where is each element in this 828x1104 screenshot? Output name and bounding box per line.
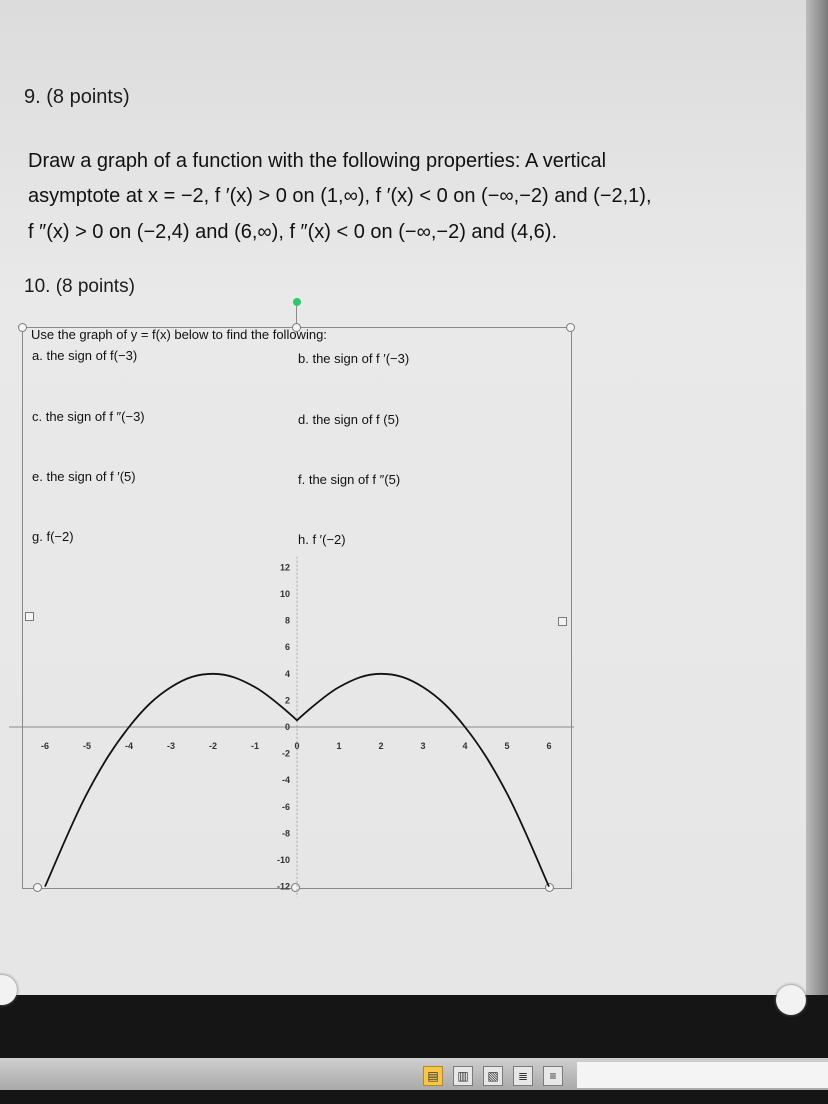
print-layout-view-icon[interactable]: ▤ — [423, 1066, 443, 1086]
item-h: h. f ′(−2) — [298, 532, 346, 547]
selection-handle-right[interactable] — [776, 985, 806, 1015]
y-tick-label: 6 — [284, 642, 290, 653]
y-tick-label: -2 — [281, 748, 290, 759]
y-tick-label: 0 — [284, 722, 290, 732]
x-tick-label: 1 — [336, 741, 342, 751]
y-tick-label: -10 — [276, 855, 290, 865]
y-tick-label: 10 — [279, 589, 290, 599]
y-tick-label: 8 — [284, 615, 290, 626]
item-d: d. the sign of f (5) — [298, 412, 400, 427]
y-tick-label: 12 — [279, 562, 290, 573]
x-tick-label: -5 — [82, 741, 92, 751]
q9-line-3: f ″(x) > 0 on (−2,4) and (6,∞), f ″(x) < 0 on (−∞,−2) and (4,6). — [28, 221, 558, 243]
zoom-area — [577, 1062, 828, 1088]
q10-intro: Use the graph of y = f(x) below to find the following: — [31, 327, 327, 342]
q9-line-1: Draw a graph of a function with the following properties: A vertical — [28, 150, 607, 172]
question-10-heading: 10. (8 points) — [24, 276, 135, 297]
x-tick-label: 2 — [378, 741, 384, 751]
question-9-heading: 9. (8 points) — [24, 86, 130, 108]
item-g: g. f(−2) — [32, 529, 74, 544]
item-a: a. the sign of f(−3) — [32, 348, 138, 363]
item-f: f. the sign of f ″(5) — [298, 472, 401, 487]
x-tick-label: -4 — [124, 741, 134, 751]
y-tick-label: -8 — [281, 828, 290, 839]
x-tick-label: 4 — [462, 741, 468, 751]
draft-view-icon[interactable]: ≡ — [543, 1066, 563, 1086]
outline-view-icon[interactable]: ≣ — [513, 1066, 533, 1086]
item-e: e. the sign of f ′(5) — [32, 469, 136, 484]
x-tick-label: 5 — [504, 741, 510, 751]
y-tick-label: -6 — [281, 801, 290, 812]
y-tick-label: -4 — [281, 775, 290, 786]
x-tick-label: -6 — [40, 741, 50, 751]
q9-line-2: asymptote at x = −2, f ′(x) > 0 on (1,∞), f ′(x) < 0 on (−∞,−2) and (−2,1), — [28, 185, 652, 207]
y-tick-label: -12 — [276, 881, 290, 892]
item-c: c. the sign of f ″(−3) — [32, 409, 145, 424]
x-tick-label: -2 — [208, 741, 218, 751]
x-tick-label: -3 — [166, 741, 176, 751]
x-tick-label: 3 — [420, 741, 426, 751]
y-tick-label: 2 — [284, 695, 290, 706]
item-b: b. the sign of f ′(−3) — [298, 351, 410, 366]
full-screen-reading-icon[interactable]: ▥ — [453, 1066, 473, 1086]
monitor-bezel-edge — [806, 0, 828, 995]
x-tick-label: 0 — [294, 741, 300, 751]
y-tick-label: 4 — [284, 668, 290, 679]
x-tick-label: -1 — [250, 741, 260, 751]
x-tick-label: 6 — [546, 741, 552, 751]
web-layout-icon[interactable]: ▧ — [483, 1066, 503, 1086]
